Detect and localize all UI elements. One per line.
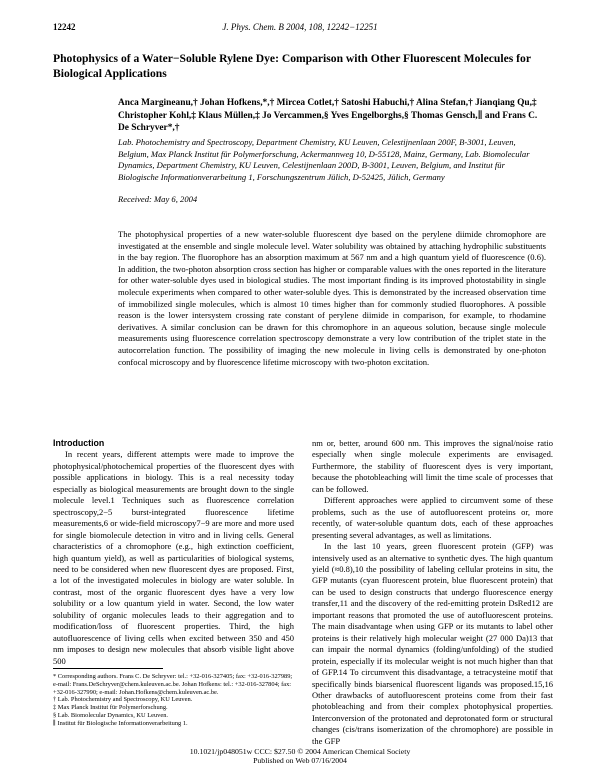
affiliations: Lab. Photochemistry and Spectroscopy, Department Chemistry, KU Leuven, Celestijnenlaan 200F, B-3001, Leuven, Belgium, Max Planck Institut für Polymerforschung, Ackermannweg 10, D-55128, Mainz, Germany, Lab. Biomolecular Dynamics, Department Chemistry, KU Leuven, Celestijnenlaan 200D, B-3001, Leuven, Belgium, and Institut für Biologische Informationverarbeitung 1, Forschungszentrum Jülich, D-52425, Jülich, Germany: [118, 137, 530, 183]
body-paragraph: nm or, better, around 600 nm. This improves the signal/noise ratio especially when single molecule experiments are envisaged. Furthermore, the stability of fluorescent dyes is very important, because the photobleaching will limit the time scale of processes that can be followed.: [312, 438, 553, 494]
abstract: The photophysical properties of a new water-soluble fluorescent dye based on the perylene diimide chromophore are investigated at the ensemble and single molecule level. Water solubility was obtained by attaching hydrophilic substituents in the bay region. The fluorophore has an absorption maximum at 567 nm and a high quantum yield of fluorescence (0.6). In addition, the two-photon absorption cross section has higher or comparable values with the ones reported in the literature for other water-soluble dyes used in biological studies. The most important finding is its improved photostability in single molecule experiments when compared to other water-soluble dyes. This is demonstrated by the increased observation time of immobilized single molecules, which is almost 10 times higher than for commonly studied fluorophores. A possible reason is the lower intersystem crossing rate constant of perylene diimide in comparison, for example, to rhodamine derivatives. A similar conclusion can be drawn for this chromophore in an aqueous solution, because single molecule measurements using fluorescence correlation spectroscopy demonstrate a very low contribution of the triplet state in the autocorrelation function. The possibility of imaging the new molecule in living cells is demonstrated by one-photon confocal microscopy and by fluorescence lifetime microscopy with two-photon excitation.: [118, 229, 546, 367]
body-paragraph: In the last 10 years, green fluorescent protein (GFP) was intensively used as an alternative to synthetic dyes. The high quantum yield (≈0.8),10 the possibility of labeling cellular proteins in situ, the GFP mutants (cyan fluorescent protein, blue fluorescent protein) that can be used to design constructs that undergo fluorescence energy transfer,11 and the discovery of the red-emitting protein DsRed12 are important reasons that promoted the use of autofluorescent proteins. The main disadvantage when using GFP or its mutants to label other proteins is their relatively high molecular weight (27 000 Da)13 that can impair the normal dynamics (folding/unfolding) of the studied protein, especially if its molecular weight is not much higher than that of GFP.14 To circumvent this disadvantage, a tetracysteine motif that specifically binds biarsenical fluorescent ligands was proposed.15,16 Other drawbacks of autofluorescent proteins come from their fast photobleaching and from their complex photophysical properties. Interconversion of the protonated and deprotonated form or structural changes (cis/trans isomerization of the chromophore) are possible in the GFP: [312, 541, 553, 746]
journal-name: J. Phys. Chem. B: [222, 22, 284, 32]
body-paragraph: In recent years, different attempts were made to improve the photophysical/photochemical properties of the fluorescent dyes with possible applications in biology. This is a real necessity today especially as biological measurements are brought down to the single molecule level.1 Techniques such as fluorescence correlation spectroscopy,2−5 burst-integrated fluorescence lifetime measurements,6 or wide-field microscopy7−9 are more and more used for single biomolecule detection in vitro and in living cells. General characteristics of a chromophore (e.g., high extinction coefficient, high quantum yield), as well as particularities of biological systems, need to be considered when new fluorescent dyes are proposed. First, a lot of the investigated molecules in biology are water soluble. In contrast, most of the organic fluorescent dyes have a very low solubility or a low quantum yield in water. Second, the low water solubility of organic molecules leads to their aggregation and to modification/loss of fluorescent properties. Third, the high autofluorescence of living cells when excited between 350 and 450 nm imposes to design new molecules that absorb visible light above 500: [53, 449, 294, 666]
page-number: 12242: [53, 22, 76, 32]
journal-year-volume: 2004, 108, 12242−12251: [286, 22, 378, 32]
section-heading-introduction: Introduction: [53, 438, 105, 448]
footnote-corresponding: * Corresponding authors. Frans C. De Schryver: tel.: +32-016-327405; fax: +32-016-327989; e-mail: Frans.DeSchryver@chem.kuleuven.ac.be. Johan Hofkens: tel.: +32-016-327804; fax: +32-016-327990; e-mail: Johan.Hofkens@chem.kuleuven.ac.be.: [53, 673, 293, 696]
footnote-affil-4: ∥ Institut für Biologische Informationverarbeitung 1.: [53, 719, 188, 727]
footnote-affil-2: ‡ Max Planck Institut für Polymerforschung.: [53, 704, 168, 712]
footnote-affil-3: § Lab. Biomolecular Dynamics, KU Leuven.: [53, 711, 169, 719]
right-column: [312, 438, 553, 747]
left-column: [53, 438, 294, 667]
doi-line: 10.1021/jp048051w CCC: $27.50 © 2004 American Chemical Society: [189, 747, 411, 756]
published-date: Published on Web 07/16/2004: [253, 756, 347, 766]
received-date: Received: May 6, 2004: [118, 194, 198, 204]
paper-title: Photophysics of a Water−Soluble Rylene Dye: Comparison with Other Fluorescent Molecules for Biological Applications: [53, 52, 531, 80]
journal-header: [0, 22, 600, 32]
body-paragraph: Different approaches were applied to circumvent some of these problems, such as the use of autofluorescent proteins or, more recently, of water-soluble quantum dots, each of these approaches presenting several advantages, as well as limitations.: [312, 495, 553, 540]
footnote-rule: [53, 668, 163, 669]
footnotes: [53, 673, 294, 728]
footnote-affil-1: † Lab. Photochemistry and Spectroscopy, KU Leuven.: [53, 696, 193, 704]
author-list: Anca Margineanu,† Johan Hofkens,*,† Mircea Cotlet,† Satoshi Habuchi,† Alina Stefan,† Jianqiang Qu,‡ Christopher Kohl,‡ Klaus Müllen,‡ Jo Vercammen,§ Yves Engelborghs,§ Thomas Gensch,∥ and Frans C. De Schryver*,†: [118, 98, 538, 134]
page-footer: [0, 747, 600, 766]
